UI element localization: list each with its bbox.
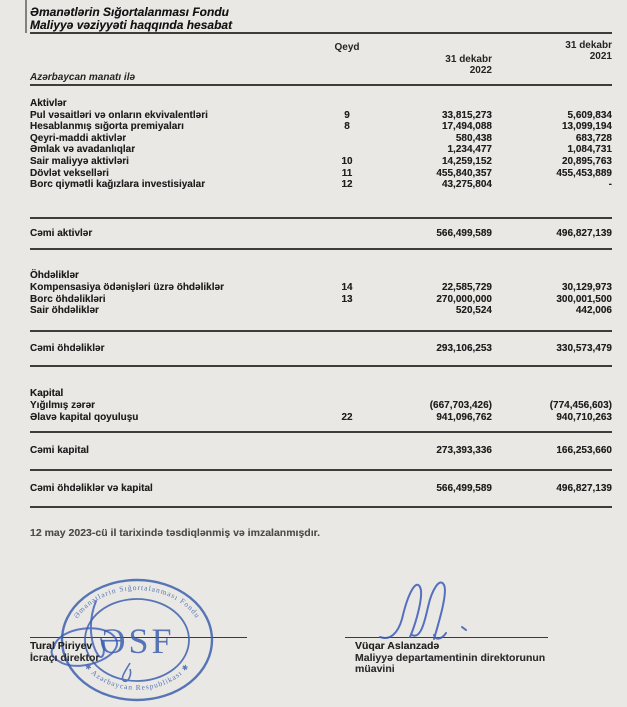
- column-header-2022-year: 2022: [469, 65, 492, 76]
- row-note: 22: [341, 411, 353, 423]
- signature-block: [30, 575, 612, 707]
- row-value-2022: 33,815,273: [441, 109, 492, 121]
- total-divider-bottom: [30, 365, 612, 367]
- signatory-right-title-line1: Maliyyə departamentinin direktorunun: [355, 651, 546, 664]
- section-heading-liabilities: Öhdəliklər: [30, 270, 79, 282]
- row-value-2022: 1,234,477: [447, 144, 492, 156]
- row-label: Əlavə kapital qoyuluşu: [30, 411, 139, 423]
- signatory-right-title-line2: müavini: [355, 663, 395, 675]
- row-value-2021: 442,006: [575, 305, 612, 317]
- total-label: Cəmi aktivlər: [30, 227, 93, 239]
- row-value-2021: 13,099,194: [561, 121, 612, 133]
- row-note: 12: [341, 179, 353, 191]
- row-value-2021: 683,728: [575, 132, 612, 144]
- total-row-capital: [30, 433, 612, 469]
- row-label: Sair maliyyə aktivləri: [30, 155, 129, 167]
- row-value-2022: 270,000,000: [436, 293, 492, 305]
- header-divider: [30, 84, 612, 86]
- row-value-2021: 300,001,500: [556, 293, 612, 305]
- total-note: [312, 343, 382, 355]
- row-label: Dövlət vekselləri: [30, 167, 109, 179]
- table-row: [30, 156, 612, 168]
- row-value-2021: 940,710,263: [556, 411, 612, 423]
- approval-statement: 12 may 2023-cü il tarixində təsdiqlənmiş və imzalanmışdır.: [30, 527, 321, 540]
- stamp-ring-top-text: Əmanətlərin Sığortalanması Fondu: [71, 582, 203, 621]
- signatory-left-name: Tural Piriyev: [30, 640, 93, 652]
- grand-total-divider: [30, 506, 612, 508]
- row-value-2022: 17,494,088: [441, 121, 492, 133]
- row-label: Hesablanmış sığorta premiyaları: [30, 121, 184, 133]
- section-heading-capital: Kapital: [30, 388, 64, 400]
- row-value-2021: 20,895,763: [561, 155, 612, 167]
- row-value-2022: (667,703,426): [429, 399, 492, 411]
- total-value-2022: 293,106,253: [436, 342, 492, 354]
- row-value-2021: 5,609,834: [567, 109, 612, 121]
- total-value-2021: 330,573,479: [556, 342, 612, 354]
- row-label: Yığılmış zərər: [30, 399, 96, 411]
- row-label: Pul vəsaitləri və onların ekvivalentləri: [30, 109, 208, 121]
- currency-note: Azərbaycan manatı ilə: [30, 72, 136, 83]
- grand-total-label: Cəmi öhdəliklər və kapital: [30, 482, 153, 494]
- total-value-2021: 166,253,660: [556, 445, 612, 457]
- row-note: [312, 144, 382, 156]
- row-value-2022: 941,096,762: [436, 411, 492, 423]
- row-note: 9: [344, 109, 350, 121]
- row-value-2022: 43,275,804: [441, 179, 492, 191]
- row-value-2021: 455,453,889: [556, 167, 612, 179]
- row-label: Sair öhdəliklər: [30, 305, 99, 317]
- column-header-2021: [565, 40, 612, 62]
- total-label: Cəmi öhdəliklər: [30, 342, 105, 354]
- stamp-ring-bottom-text: ✱ Azərbaycan Respublikası ✱: [82, 661, 192, 692]
- row-note: 13: [341, 293, 353, 305]
- scan-fold-artifact: [25, 0, 27, 33]
- table-row: [30, 294, 612, 306]
- column-header-2022-month: 31 dekabr: [445, 54, 492, 65]
- row-note: [312, 133, 382, 145]
- stamp-center-text: ƏSF: [99, 621, 175, 661]
- column-header-2022: [445, 54, 492, 76]
- document-title-line1: Əmanətlərin Sığortalanması Fondu: [30, 5, 230, 19]
- row-value-2022: 455,840,357: [436, 167, 492, 179]
- table-row: [30, 110, 612, 122]
- row-value-2021: (774,456,603): [549, 399, 612, 411]
- row-value-2022: 580,438: [455, 132, 492, 144]
- grand-total-value-2021: 496,827,139: [556, 482, 612, 494]
- grand-total-row: [30, 471, 612, 507]
- row-label: Qeyri-maddi aktivlər: [30, 132, 127, 144]
- signatory-right: [345, 641, 545, 676]
- grand-total-value-2022: 566,499,589: [436, 482, 492, 494]
- table-row: [30, 168, 612, 180]
- total-value-2021: 496,827,139: [556, 227, 612, 239]
- total-value-2022: 273,393,336: [436, 445, 492, 457]
- total-value-2022: 566,499,589: [436, 227, 492, 239]
- grand-total-note: [312, 483, 382, 495]
- row-note: 8: [344, 121, 350, 133]
- row-value-2022: 14,259,152: [441, 155, 492, 167]
- table-row: [30, 400, 612, 412]
- column-header-block: [30, 34, 612, 84]
- row-value-2021: -: [608, 179, 612, 191]
- note-column-header: Qeyd: [334, 42, 360, 53]
- row-note: 11: [341, 167, 353, 179]
- row-value-2022: 22,585,729: [441, 281, 492, 293]
- column-header-2021-month: 31 dekabr: [565, 40, 612, 51]
- section-heading-assets: Aktivlər: [30, 98, 67, 109]
- row-value-2022: 520,524: [455, 305, 492, 317]
- table-row: [30, 144, 612, 156]
- table-row: [30, 133, 612, 145]
- signatory-left-title: İcraçı direktor: [30, 651, 100, 664]
- table-row: [30, 121, 612, 133]
- column-header-2021-year: 2021: [589, 51, 612, 62]
- table-row: [30, 179, 612, 191]
- signatory-left: [30, 641, 99, 664]
- row-label: Kompensasiya ödənişləri üzrə öhdəliklər: [30, 281, 224, 293]
- total-note: [312, 445, 382, 457]
- signatory-right-name: Vüqar Aslanzadə: [355, 640, 440, 652]
- signature-scribble-right: [370, 577, 490, 643]
- document-title-line2: Maliyyə vəziyyəti haqqında hesabat: [30, 18, 233, 32]
- row-note: [312, 400, 382, 412]
- total-row-liabilities: [30, 332, 612, 366]
- row-note: 10: [341, 155, 353, 167]
- total-note: [312, 228, 382, 240]
- row-note: [312, 305, 382, 317]
- row-value-2021: 1,084,731: [567, 144, 612, 156]
- row-value-2021: 30,129,973: [561, 281, 612, 293]
- total-label: Cəmi kapital: [30, 445, 89, 457]
- row-label: Borc qiymətli kağızlara investisiyalar: [30, 179, 206, 191]
- table-row: [30, 305, 612, 317]
- table-row: [30, 282, 612, 294]
- row-label: Borc öhdəlikləri: [30, 293, 106, 305]
- total-divider-bottom: [30, 248, 612, 250]
- row-label: Əmlak və avadanlıqlar: [30, 144, 136, 156]
- total-row-assets: [30, 219, 612, 249]
- row-note: 14: [341, 281, 353, 293]
- table-row: [30, 412, 612, 424]
